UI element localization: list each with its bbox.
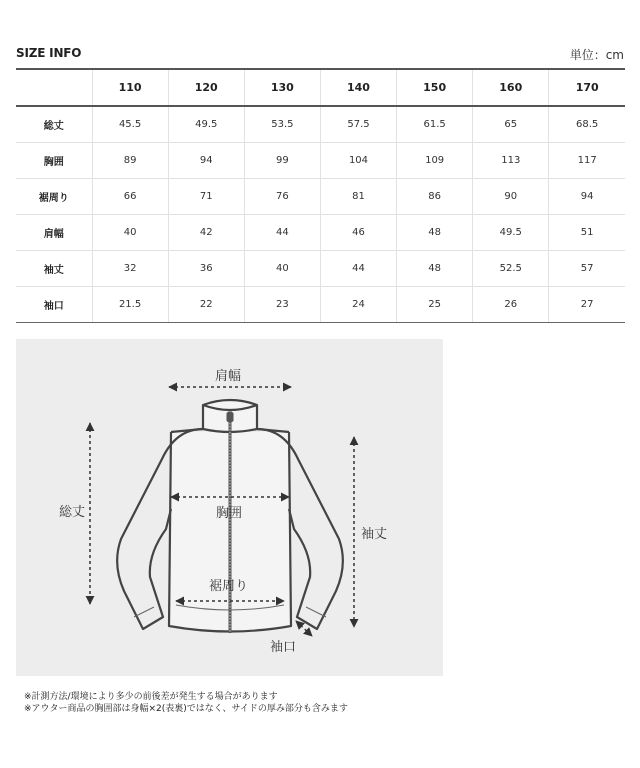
size-value-cell: 89 — [92, 143, 168, 179]
size-value-cell: 66 — [92, 179, 168, 215]
size-value-cell: 81 — [320, 179, 396, 215]
size-value-cell: 27 — [549, 287, 625, 323]
sleeve-length-label: 袖丈 — [361, 527, 388, 542]
size-value-cell: 49.5 — [473, 215, 549, 251]
size-value-cell: 46 — [320, 215, 396, 251]
size-value-cell: 32 — [92, 251, 168, 287]
size-value-cell: 48 — [397, 251, 473, 287]
size-value-cell: 104 — [320, 143, 396, 179]
corner-cell — [16, 69, 92, 106]
size-col-header: 120 — [168, 69, 244, 106]
size-value-cell: 65 — [473, 106, 549, 143]
size-value-cell: 57.5 — [320, 106, 396, 143]
size-info-header — [16, 46, 624, 64]
cuff-label: 袖口 — [270, 640, 297, 655]
size-row — [16, 179, 625, 215]
measurement-label: 袖丈 — [16, 251, 92, 287]
notes — [24, 691, 348, 715]
size-col-header: 110 — [92, 69, 168, 106]
size-value-cell: 68.5 — [549, 106, 625, 143]
unit-label: 単位：cm — [569, 48, 624, 62]
size-col-header: 160 — [473, 69, 549, 106]
size-value-cell: 49.5 — [168, 106, 244, 143]
size-value-cell: 26 — [473, 287, 549, 323]
size-value-cell: 23 — [244, 287, 320, 323]
size-value-cell: 61.5 — [397, 106, 473, 143]
size-value-cell: 25 — [397, 287, 473, 323]
size-value-cell: 57 — [549, 251, 625, 287]
size-value-cell: 21.5 — [92, 287, 168, 323]
size-value-cell: 22 — [168, 287, 244, 323]
size-value-cell: 94 — [549, 179, 625, 215]
note-line: ※アウター商品の胸囲部は身幅×2(表裏)ではなく、サイドの厚み部分も含みます — [24, 704, 348, 714]
size-value-cell: 109 — [397, 143, 473, 179]
size-value-cell: 53.5 — [244, 106, 320, 143]
size-col-header: 170 — [549, 69, 625, 106]
measurement-label: 裾周り — [16, 179, 92, 215]
size-row — [16, 215, 625, 251]
measurement-diagram — [16, 339, 443, 676]
size-value-cell: 48 — [397, 215, 473, 251]
measurement-label: 肩幅 — [16, 215, 92, 251]
size-value-cell: 42 — [168, 215, 244, 251]
size-value-cell: 24 — [320, 287, 396, 323]
size-col-header: 130 — [244, 69, 320, 106]
note-line: ※計測方法/環境により多少の前後差が発生する場合があります — [24, 692, 278, 702]
size-value-cell: 71 — [168, 179, 244, 215]
size-value-cell: 52.5 — [473, 251, 549, 287]
size-value-cell: 86 — [397, 179, 473, 215]
size-value-cell: 40 — [92, 215, 168, 251]
size-info-title: SIZE INFO — [16, 46, 82, 60]
measurement-label: 袖口 — [16, 287, 92, 323]
size-value-cell: 76 — [244, 179, 320, 215]
size-value-cell: 44 — [320, 251, 396, 287]
size-value-cell: 117 — [549, 143, 625, 179]
size-value-cell: 113 — [473, 143, 549, 179]
measurement-label: 胸囲 — [16, 143, 92, 179]
size-row — [16, 287, 625, 323]
shoulder-width-label: 肩幅 — [215, 369, 242, 384]
total-length-label: 総丈 — [59, 505, 86, 520]
size-row — [16, 143, 625, 179]
size-value-cell: 51 — [549, 215, 625, 251]
size-value-cell: 99 — [244, 143, 320, 179]
size-row — [16, 106, 625, 143]
size-col-header: 140 — [320, 69, 396, 106]
chest-label: 胸囲 — [216, 506, 243, 521]
size-value-cell: 44 — [244, 215, 320, 251]
size-header-row — [16, 69, 625, 106]
size-value-cell: 40 — [244, 251, 320, 287]
size-value-cell: 45.5 — [92, 106, 168, 143]
hem-label: 裾周り — [209, 579, 249, 594]
size-value-cell: 36 — [168, 251, 244, 287]
size-value-cell: 90 — [473, 179, 549, 215]
size-table — [16, 68, 625, 323]
size-row — [16, 251, 625, 287]
size-col-header: 150 — [397, 69, 473, 106]
size-value-cell: 94 — [168, 143, 244, 179]
measurement-label: 総丈 — [16, 106, 92, 143]
